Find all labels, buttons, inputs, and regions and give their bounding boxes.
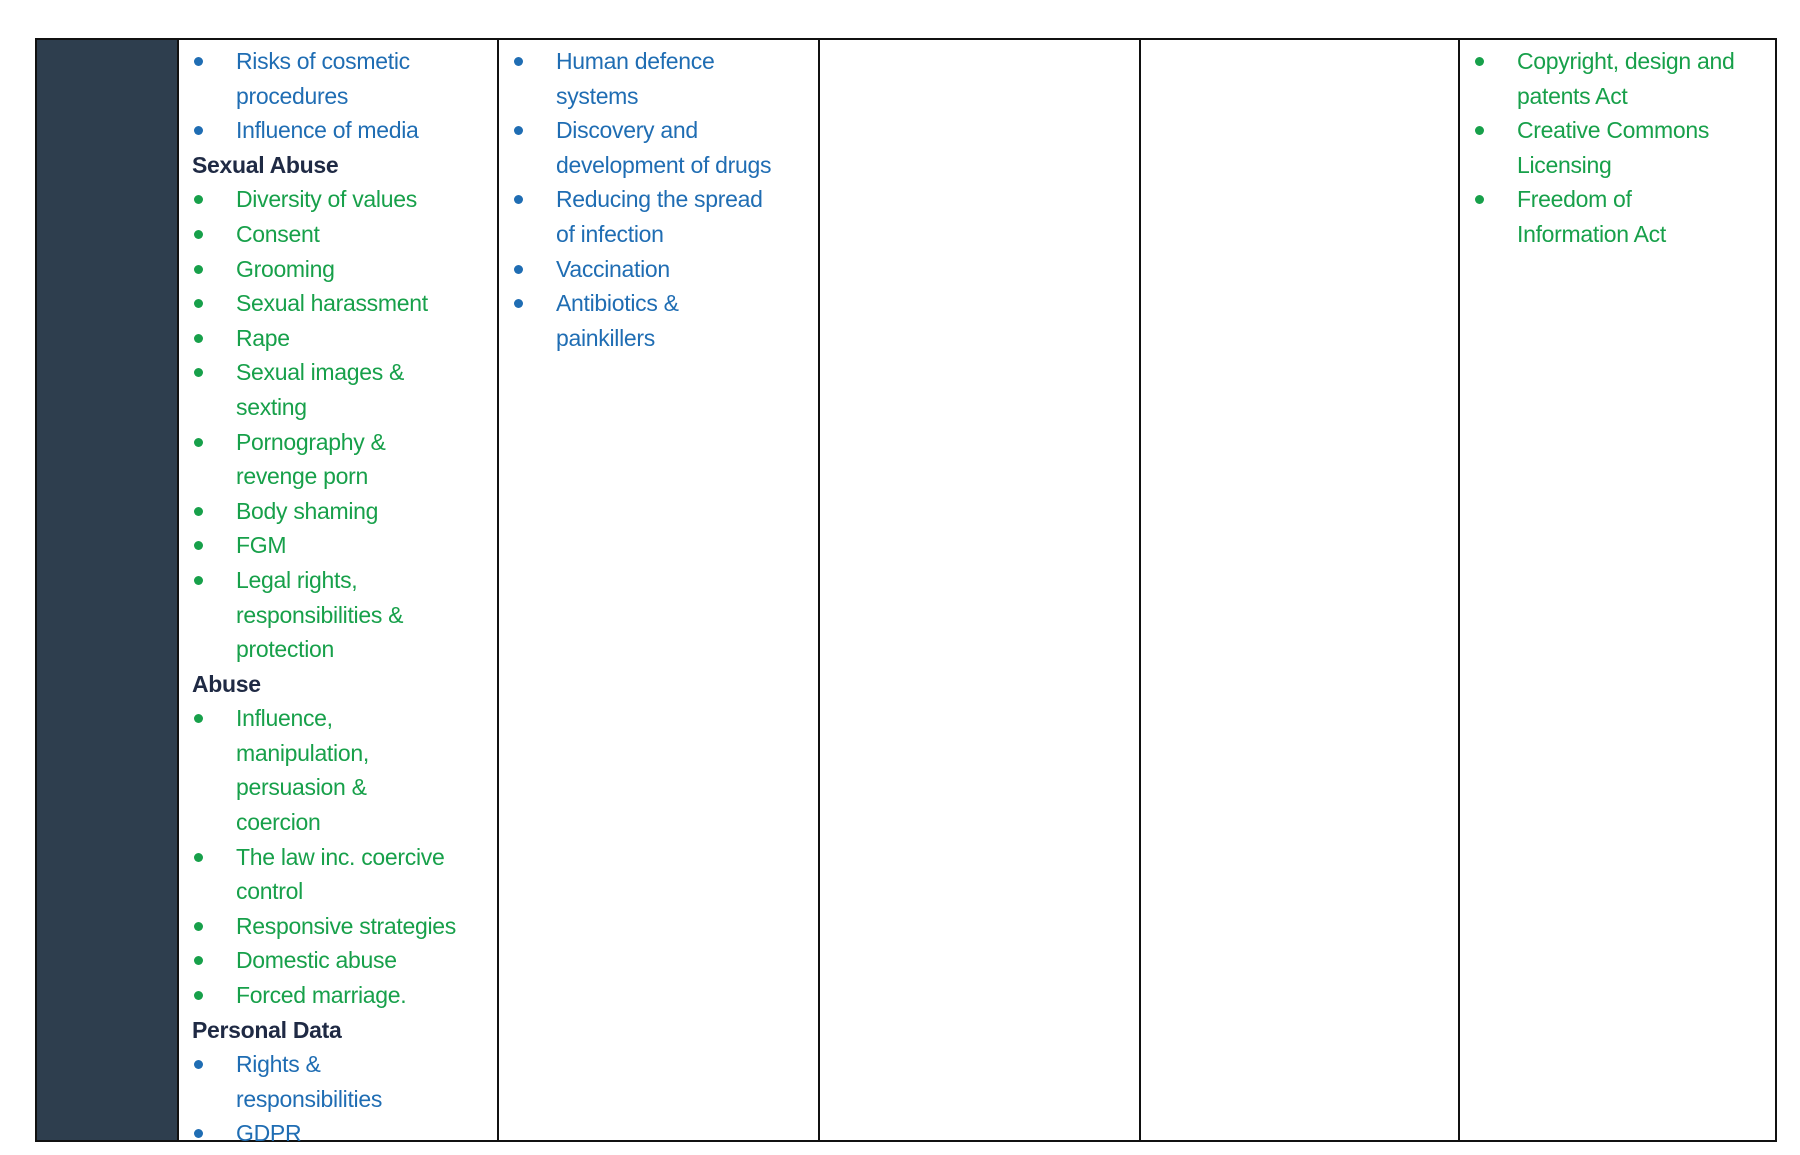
list-item-text: protection	[236, 636, 335, 663]
bullet-icon	[194, 853, 203, 862]
list-item-text: painkillers	[556, 324, 655, 351]
list-item-text: Sexual harassment	[236, 290, 428, 317]
section-heading: Abuse	[192, 670, 261, 697]
list-item-text: procedures	[236, 82, 349, 109]
list-item	[179, 44, 497, 113]
bullet-icon	[194, 576, 203, 585]
table-cell-empty-1	[818, 40, 1139, 1140]
bullet-icon	[1475, 57, 1484, 66]
list-item	[179, 494, 497, 529]
table-cell-legislation	[1458, 40, 1775, 1140]
list-item	[179, 1047, 497, 1116]
table-cell-health	[497, 40, 818, 1140]
list-item-text: The law inc. coercive	[236, 843, 445, 870]
curriculum-table	[35, 38, 1777, 1147]
list-item	[179, 286, 497, 321]
list-item	[1460, 44, 1775, 113]
bullet-icon	[194, 230, 203, 239]
list-item-text: of infection	[556, 220, 664, 247]
bullet-icon	[1475, 195, 1484, 204]
list-item-text: Discovery and	[556, 117, 698, 144]
list-item-text: GDPR	[236, 1120, 302, 1147]
bullet-icon	[194, 126, 203, 135]
list-item	[179, 113, 497, 148]
bullet-icon	[194, 991, 203, 1000]
list-item-text: systems	[556, 82, 639, 109]
bullet-icon	[194, 57, 203, 66]
list-item	[499, 44, 818, 113]
table-cell-empty-2	[1139, 40, 1458, 1140]
bullet-icon	[194, 195, 203, 204]
bullet-icon	[514, 299, 523, 308]
list-item-text: FGM	[236, 532, 287, 559]
list-item-text: Copyright, design and	[1517, 48, 1735, 74]
bullet-icon	[194, 1060, 203, 1069]
list-item-text: Pornography &	[236, 428, 386, 455]
list-item-text: Domestic abuse	[236, 947, 397, 974]
list-item	[1460, 113, 1775, 182]
row-header-cell	[37, 40, 177, 1140]
list-item-text: Sexual images &	[236, 359, 405, 386]
list-item	[179, 909, 497, 944]
list-item-text: persuasion &	[236, 774, 367, 801]
list-item-text: manipulation,	[236, 739, 369, 766]
list-item-text: Rape	[236, 324, 290, 351]
list-item	[179, 252, 497, 287]
list-item	[179, 182, 497, 217]
list-item	[179, 355, 497, 424]
list-item-text: Licensing	[1517, 151, 1612, 178]
bullet-icon	[194, 541, 203, 550]
list-item-text: Rights &	[236, 1051, 321, 1078]
list-item-text: revenge porn	[236, 463, 368, 490]
list-item-text: Diversity of values	[236, 186, 417, 213]
list-item	[179, 425, 497, 494]
bullet-icon	[194, 956, 203, 965]
list-item-text: Vaccination	[556, 255, 670, 282]
list-item-text: Creative Commons	[1517, 117, 1710, 144]
list-item	[179, 943, 497, 978]
list-item-text: control	[236, 878, 303, 905]
list-item-text: coercion	[236, 809, 321, 836]
list-item-text: responsibilities &	[236, 601, 404, 628]
bullet-icon	[514, 265, 523, 274]
list-item-text: Risks of cosmetic	[236, 48, 410, 74]
list-item	[179, 701, 497, 839]
bullet-icon	[514, 126, 523, 135]
bullet-icon	[1475, 126, 1484, 135]
bullet-icon	[194, 922, 203, 931]
list-item-text: Reducing the spread	[556, 186, 763, 213]
bullet-icon	[194, 299, 203, 308]
list-item	[179, 978, 497, 1013]
list-item	[179, 321, 497, 356]
table-cell-relationships	[177, 40, 497, 1147]
bullet-icon	[194, 438, 203, 447]
list-item	[499, 182, 818, 251]
bullet-icon	[194, 507, 203, 516]
list-item-text: Legal rights,	[236, 566, 358, 593]
bullet-icon	[194, 1129, 203, 1138]
list-item	[179, 563, 497, 667]
list-item-text: Consent	[236, 220, 320, 247]
bullet-icon	[194, 714, 203, 723]
section-heading: Sexual Abuse	[192, 151, 339, 178]
bullet-icon	[194, 265, 203, 274]
list-item-text: Freedom of	[1517, 186, 1632, 213]
list-item	[499, 252, 818, 287]
list-item-text: Influence,	[236, 705, 333, 732]
list-item-text: Responsive strategies	[236, 912, 456, 939]
list-item-text: Grooming	[236, 255, 335, 282]
list-item-text: Antibiotics &	[556, 290, 679, 317]
list-item-text: responsibilities	[236, 1085, 383, 1112]
bullet-icon	[514, 57, 523, 66]
bullet-icon	[194, 368, 203, 377]
list-item-text: Forced marriage.	[236, 982, 407, 1009]
list-item-text: Influence of media	[236, 117, 419, 144]
list-item	[179, 840, 497, 909]
list-item-text: sexting	[236, 393, 307, 420]
list-item	[179, 217, 497, 252]
list-item	[1460, 182, 1775, 251]
list-item-text: development of drugs	[556, 151, 772, 178]
list-item-text: Human defence	[556, 48, 715, 74]
bullet-icon	[514, 195, 523, 204]
list-item	[179, 528, 497, 563]
bullet-icon	[194, 334, 203, 343]
list-item	[179, 1116, 497, 1151]
list-item-text: patents Act	[1517, 82, 1628, 109]
section-heading: Personal Data	[192, 1016, 342, 1043]
list-item-text: Body shaming	[236, 497, 379, 524]
list-item	[499, 286, 818, 355]
list-item-text: Information Act	[1517, 220, 1666, 247]
list-item	[499, 113, 818, 182]
